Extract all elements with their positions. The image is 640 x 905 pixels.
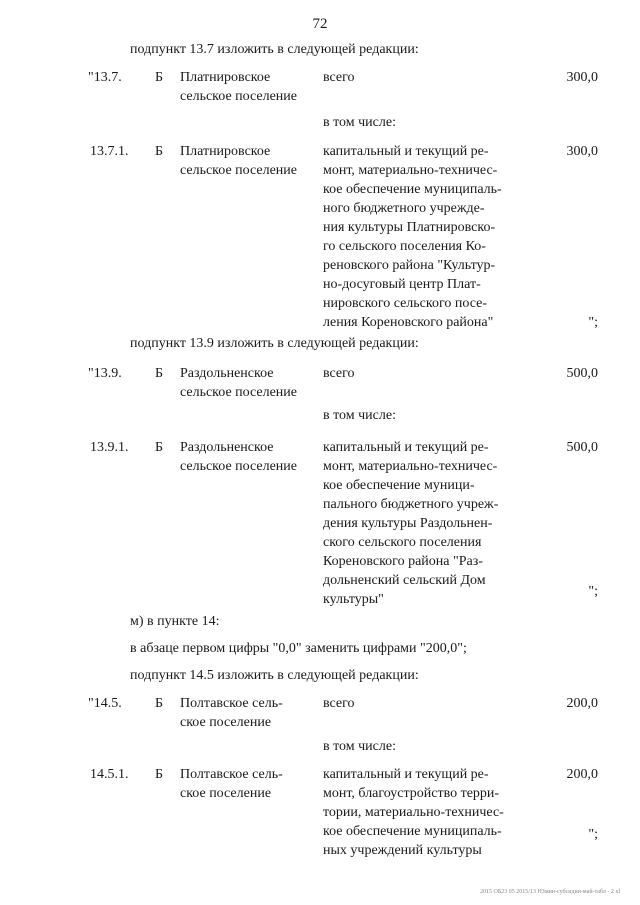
budget-category: Б: [155, 696, 164, 711]
item-number: 13.7.1.: [90, 144, 129, 159]
settlement-name: Платнировское сельское поселение: [180, 144, 297, 178]
settlement-name: Раздольненское сельское поселение: [180, 440, 297, 474]
budget-category: Б: [155, 440, 164, 455]
point-paragraph: в абзаце первом цифры "0,0" заменить цифрами "200,0";: [130, 641, 467, 656]
settlement-name: Полтавское сель- ское поселение: [180, 767, 283, 801]
item-number: 13.9.1.: [90, 440, 129, 455]
including-label: в том числе:: [323, 408, 396, 423]
amount: 500,0: [566, 440, 598, 455]
budget-category: Б: [155, 70, 164, 85]
amount: 200,0: [566, 696, 598, 711]
section-intro: подпункт 13.9 изложить в следующей редакции:: [130, 336, 419, 351]
item-number: "13.7.: [88, 70, 122, 85]
document-footer: 2015 ОБ23 05 2015/13 НЗмин-субсидии-май-табл - 2 xl: [480, 889, 620, 895]
settlement-name: Раздольненское сельское поселение: [180, 366, 297, 400]
item-number: "14.5.: [88, 696, 122, 711]
purpose-text: капитальный и текущий ре- монт, благоустройство терри- тории, материально-техничес- кое обеспечение муниципаль- ных учреждений культуры: [323, 767, 504, 858]
page-number: 72: [312, 16, 328, 32]
settlement-name: Платнировское сельское поселение: [180, 70, 297, 104]
settlement-name: Полтавское сель- ское поселение: [180, 696, 283, 730]
item-number: "13.9.: [88, 366, 122, 381]
point-heading: м) в пункте 14:: [130, 614, 220, 629]
budget-category: Б: [155, 144, 164, 159]
purpose-text: всего: [323, 70, 355, 85]
closing-quote: ";: [588, 315, 598, 330]
purpose-text: всего: [323, 696, 355, 711]
section-intro: подпункт 14.5 изложить в следующей редакции:: [130, 668, 419, 683]
amount: 500,0: [566, 366, 598, 381]
including-label: в том числе:: [323, 115, 396, 130]
purpose-text: капитальный и текущий ре- монт, материально-техничес- кое обеспечение муниципаль- ного бюджетного учрежде- ния культуры Платнировско- го сельского поселения Ко- реновского района "Культур- но-досуговый центр Плат- нировского сельского посе- ления Кореновского района": [323, 144, 502, 330]
purpose-text: всего: [323, 366, 355, 381]
closing-quote: ";: [588, 827, 598, 842]
closing-quote: ";: [588, 584, 598, 599]
amount: 300,0: [566, 70, 598, 85]
budget-category: Б: [155, 767, 164, 782]
budget-category: Б: [155, 366, 164, 381]
including-label: в том числе:: [323, 739, 396, 754]
amount: 200,0: [566, 767, 598, 782]
purpose-text: капитальный и текущий ре- монт, материально-техничес- кое обеспечение муници- пального бюджетного учреж- дения культуры Раздольнен- ского сельского поселения Кореновского района "Раз- дольненский сельский Дом культуры": [323, 440, 499, 607]
amount: 300,0: [566, 144, 598, 159]
section-intro: подпункт 13.7 изложить в следующей редакции:: [130, 42, 419, 57]
item-number: 14.5.1.: [90, 767, 129, 782]
